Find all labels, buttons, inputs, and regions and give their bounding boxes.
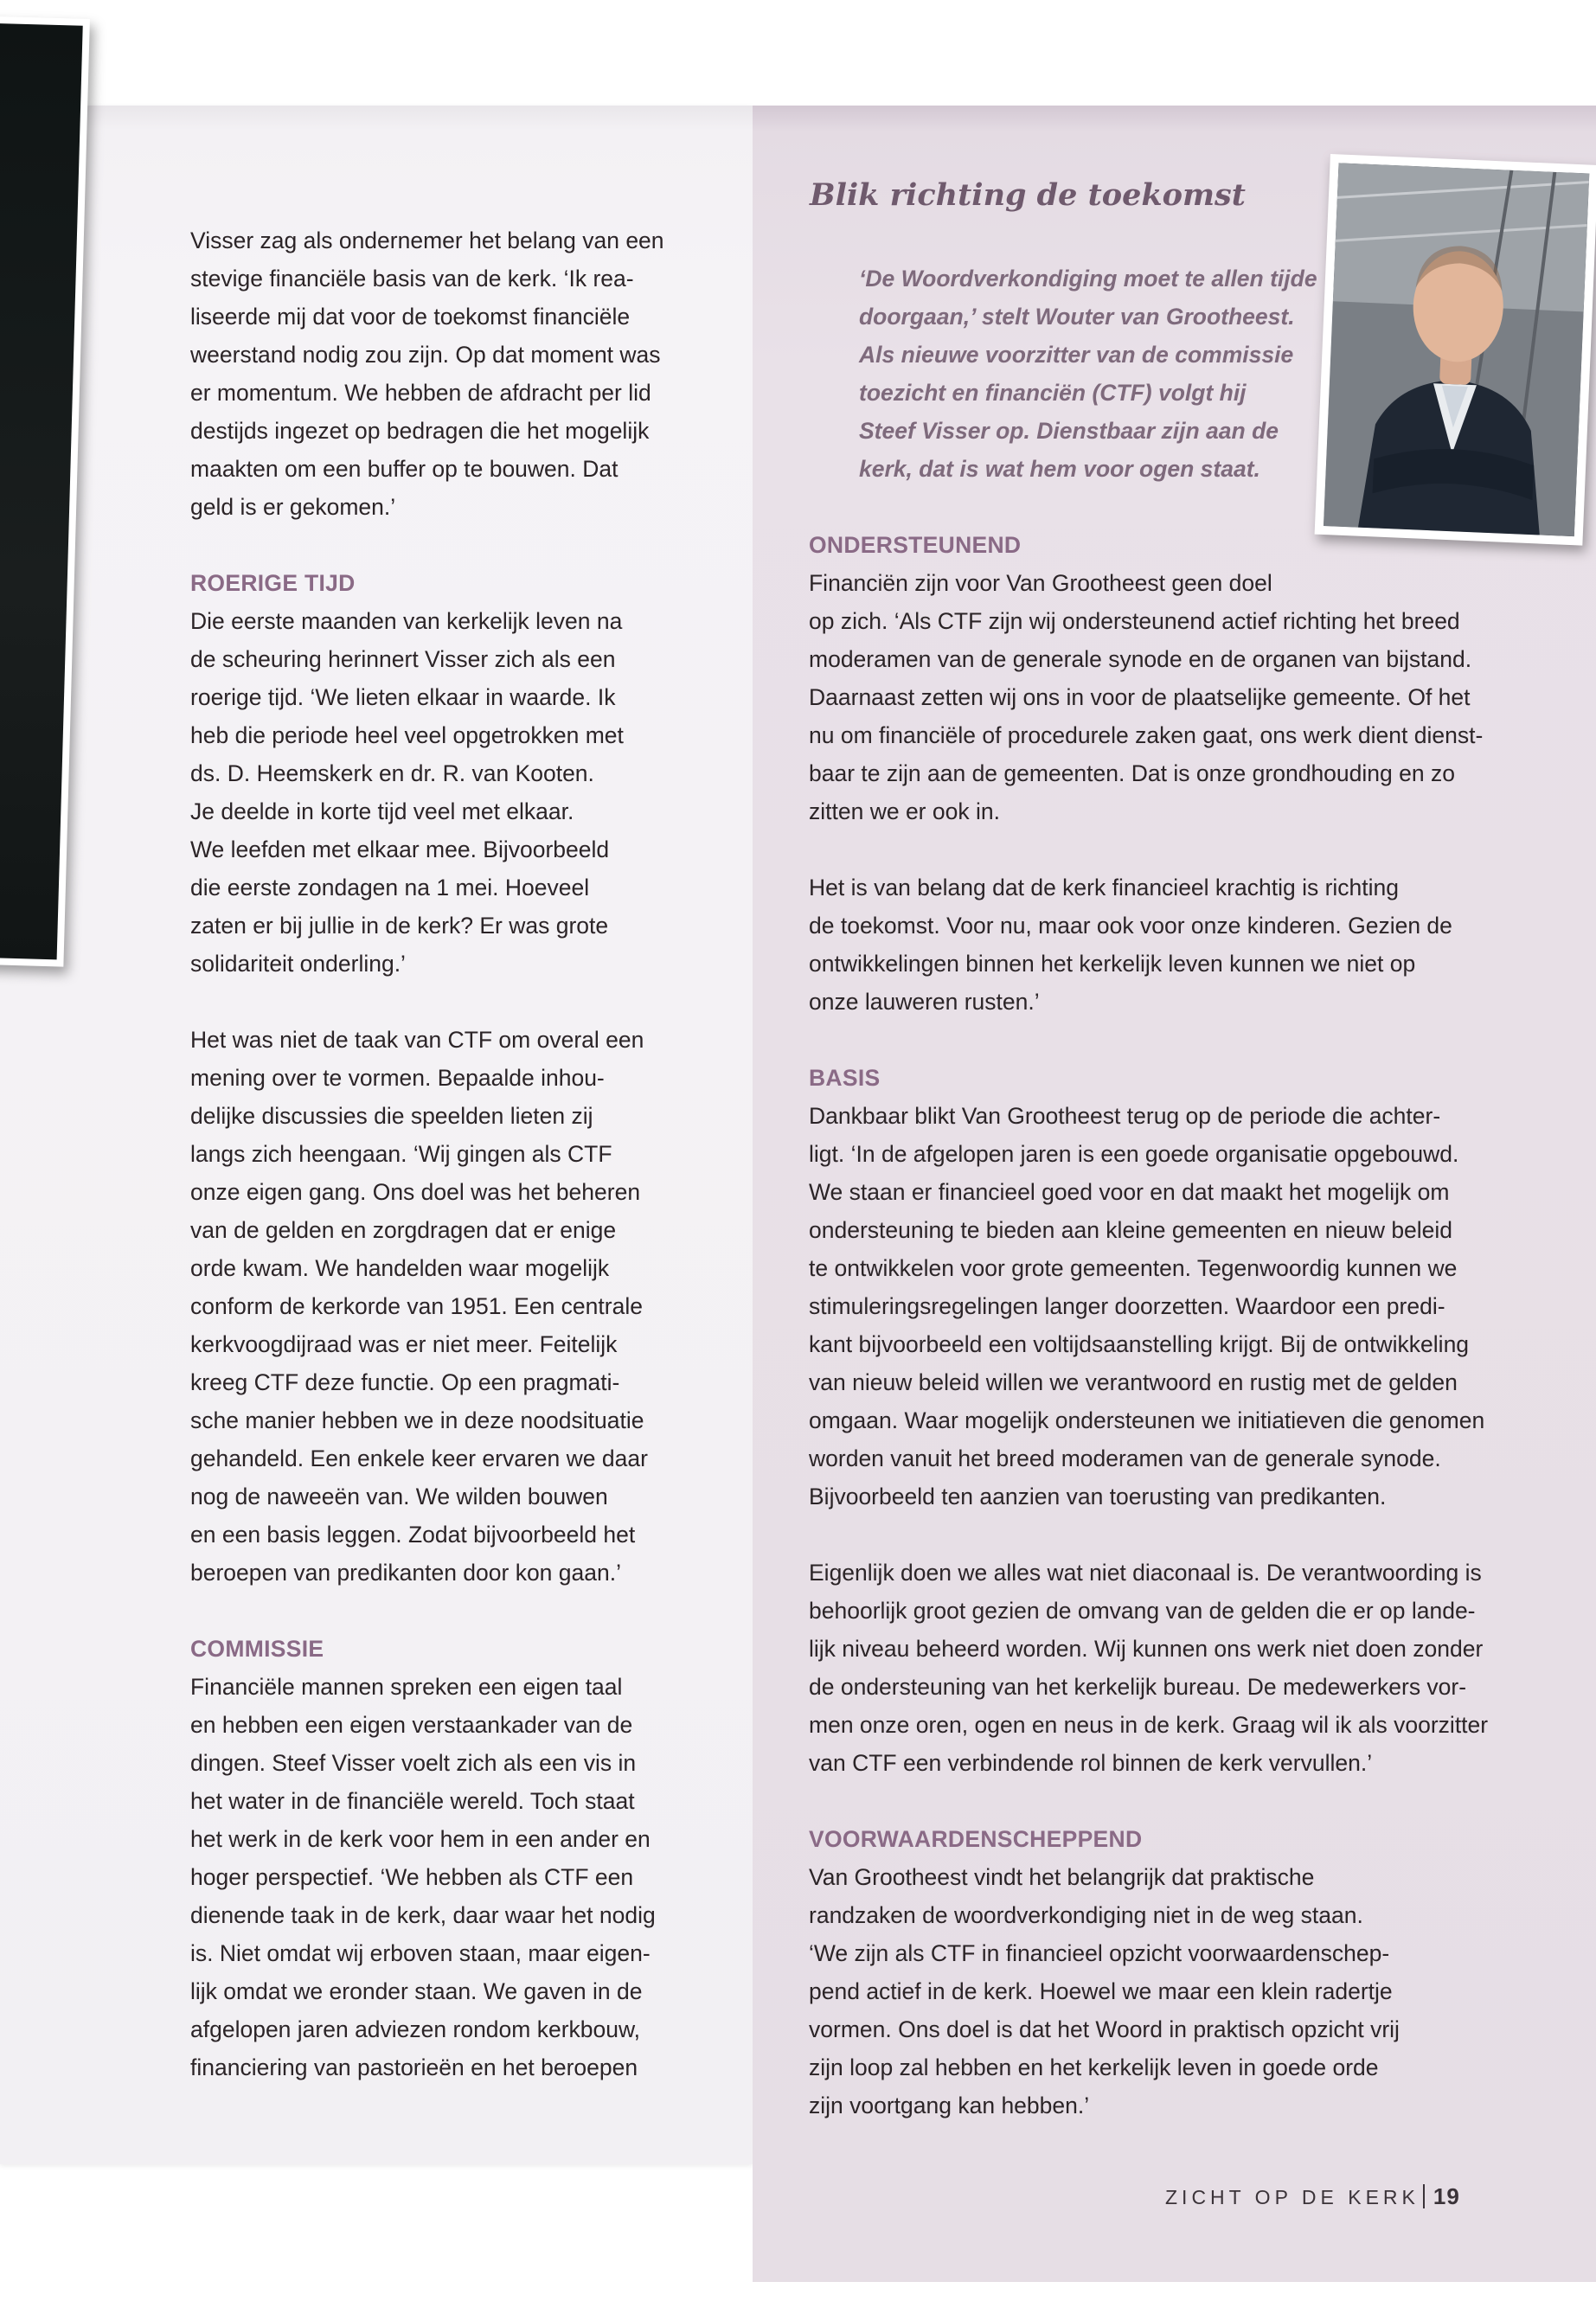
- text-line: is. Niet omdat wij erboven staan, maar eigen-: [190, 1940, 651, 1966]
- text-line: geld is er gekomen.’: [190, 494, 396, 520]
- text-line: er momentum. We hebben de afdracht per lid: [190, 380, 651, 406]
- text-line: Van Grootheest vindt het belangrijk dat praktische: [809, 1864, 1315, 1890]
- page-footer: [1165, 2183, 1460, 2210]
- text-line: onze lauweren rusten.’: [809, 989, 1040, 1015]
- text-line: Eigenlijk doen we alles wat niet diaconaal is. De verantwoording is: [809, 1560, 1482, 1586]
- left-column-text: [190, 221, 664, 2086]
- paragraph-left-3: [190, 1021, 664, 1592]
- text-line: roerige tijd. ‘We lieten elkaar in waarde. Ik: [190, 684, 616, 710]
- text-line: nog de naweeën van. We wilden bouwen: [190, 1484, 608, 1509]
- text-line: worden vanuit het breed moderamen van de generale synode.: [809, 1445, 1441, 1471]
- text-line: en een basis leggen. Zodat bijvoorbeeld het: [190, 1522, 636, 1548]
- text-line: solidariteit onderling.’: [190, 951, 406, 977]
- text-line: Het is van belang dat de kerk financieel krachtig is richting: [809, 875, 1399, 901]
- intro-title: Blik richting de toekomst: [810, 177, 1246, 213]
- heading-roerige-tijd: ROERIGE TIJD: [190, 570, 356, 596]
- text-line: zijn loop zal hebben en het kerkelijk leven in goede orde: [809, 2054, 1379, 2080]
- text-line: het werk in de kerk voor hem in een ander en: [190, 1826, 651, 1852]
- text-line: vormen. Ons doel is dat het Woord in praktisch opzicht vrij: [809, 2016, 1400, 2042]
- intro-line: Steef Visser op. Dienstbaar zijn aan de: [859, 418, 1279, 444]
- heading-basis: BASIS: [809, 1065, 881, 1091]
- text-line: gehandeld. Een enkele keer ervaren we daar: [190, 1445, 648, 1471]
- intro-line: Als nieuwe voorzitter van de commissie: [859, 342, 1294, 368]
- text-line: lijk niveau beheerd worden. Wij kunnen ons werk niet doen zonder: [809, 1636, 1484, 1662]
- text-line: financiering van pastorieën en het beroepen: [190, 2054, 638, 2080]
- text-line: stevige financiële basis van de kerk. ‘Ik rea-: [190, 266, 634, 292]
- text-line: Daarnaast zetten wij ons in voor de plaatselijke gemeente. Of het: [809, 684, 1471, 710]
- text-line: zaten er bij jullie in de kerk? Er was grote: [190, 913, 609, 939]
- text-line: dienende taak in de kerk, daar waar het nodig: [190, 1902, 656, 1928]
- paragraph-left-4: [190, 1668, 664, 2086]
- text-line: de toekomst. Voor nu, maar ook voor onze kinderen. Gezien de: [809, 913, 1452, 939]
- paragraph-right-3: [809, 1097, 1488, 1516]
- text-line: mening over te vormen. Bepaalde inhou-: [190, 1065, 605, 1091]
- paragraph-left-1: [190, 221, 664, 526]
- text-line: te ontwikkelen voor grote gemeenten. Tegenwoordig kunnen we: [809, 1255, 1458, 1281]
- intro-line: doorgaan,’ stelt Wouter van Grootheest.: [859, 304, 1295, 330]
- text-line: van de gelden en zorgdragen dat er enige: [190, 1217, 617, 1243]
- text-line: onze eigen gang. Ons doel was het beheren: [190, 1179, 641, 1205]
- text-line: op zich. ‘Als CTF zijn wij ondersteunend actief richting het breed: [809, 608, 1460, 634]
- text-line: kant bijvoorbeeld een voltijdsaanstelling krijgt. Bij de ontwikkeling: [809, 1331, 1470, 1357]
- magazine-name: ZICHT OP DE KERK: [1165, 2186, 1420, 2208]
- text-line: Dankbaar blikt Van Grootheest terug op de periode die achter-: [809, 1103, 1441, 1129]
- text-line: ligt. ‘In de afgelopen jaren is een goede organisatie opgebouwd.: [809, 1141, 1459, 1167]
- text-line: omgaan. Waar mogelijk ondersteunen we initiatieven die genomen: [809, 1407, 1485, 1433]
- text-line: moderamen van de generale synode en de organen van bijstand.: [809, 646, 1472, 672]
- intro-lead: [859, 260, 1317, 488]
- text-line: van CTF een verbindende rol binnen de kerk vervullen.’: [809, 1750, 1373, 1776]
- text-line: liseerde mij dat voor de toekomst financiële: [190, 304, 631, 330]
- text-line: conform de kerkorde van 1951. Een centrale: [190, 1293, 643, 1319]
- text-line: We staan er financieel goed voor en dat maakt het mogelijk om: [809, 1179, 1450, 1205]
- paragraph-right-5: [809, 1858, 1488, 2125]
- text-line: de scheuring herinnert Visser zich als een: [190, 646, 616, 672]
- text-line: Financiën zijn voor Van Grootheest geen doel: [809, 570, 1272, 596]
- text-line: ontwikkelingen binnen het kerkelijk leven kunnen we niet op: [809, 951, 1416, 977]
- text-line: ds. D. Heemskerk en dr. R. van Kooten.: [190, 760, 594, 786]
- page-number: 19: [1433, 2183, 1460, 2209]
- text-line: pend actief in de kerk. Hoewel we maar een klein radertje: [809, 1978, 1393, 2004]
- text-line: nu om financiële of procedurele zaken gaat, ons werk dient dienst-: [809, 722, 1484, 748]
- text-line: Het was niet de taak van CTF om overal een: [190, 1027, 644, 1053]
- text-line: We leefden met elkaar mee. Bijvoorbeeld: [190, 836, 610, 862]
- text-line: beroepen van predikanten door kon gaan.’: [190, 1560, 621, 1586]
- text-line: kerkvoogdijraad was er niet meer. Feitelijk: [190, 1331, 618, 1357]
- text-line: zijn voortgang kan hebben.’: [809, 2093, 1090, 2118]
- text-line: behoorlijk groot gezien de omvang van de gelden die er op lande-: [809, 1598, 1476, 1624]
- heading-ondersteunend: ONDERSTEUNEND: [809, 532, 1022, 558]
- text-line: heb die periode heel veel opgetrokken met: [190, 722, 624, 748]
- text-line: zitten we er ook in.: [809, 798, 1000, 824]
- intro-line: kerk, dat is wat hem voor ogen staat.: [859, 456, 1260, 482]
- footer-divider: [1423, 2184, 1425, 2208]
- paragraph-right-2: [809, 868, 1488, 1021]
- heading-commissie: COMMISSIE: [190, 1636, 324, 1662]
- intro-line: ‘De Woordverkondiging moet te allen tijde: [859, 266, 1317, 292]
- text-line: ‘We zijn als CTF in financieel opzicht voorwaardenschep-: [809, 1940, 1390, 1966]
- text-line: maakten om een buffer op te bouwen. Dat: [190, 456, 619, 482]
- text-line: destijds ingezet op bedragen die het mogelijk: [190, 418, 650, 444]
- text-line: Visser zag als ondernemer het belang van een: [190, 228, 664, 253]
- heading-voorwaardenscheppend: VOORWAARDENSCHEPPEND: [809, 1826, 1143, 1852]
- text-line: Financiële mannen spreken een eigen taal: [190, 1674, 623, 1700]
- text-line: afgelopen jaren adviezen rondom kerkbouw,: [190, 2016, 641, 2042]
- portrait-illustration: [1324, 163, 1589, 536]
- intro-line: toezicht en financiën (CTF) volgt hij: [859, 380, 1247, 406]
- text-line: kreeg CTF deze functie. Op een pragmati-: [190, 1369, 620, 1395]
- paragraph-right-1: [809, 564, 1488, 830]
- text-line: delijke discussies die speelden lieten zij: [190, 1103, 593, 1129]
- text-line: Die eerste maanden van kerkelijk leven na: [190, 608, 623, 634]
- text-line: lijk omdat we eronder staan. We gaven in de: [190, 1978, 643, 2004]
- text-line: orde kwam. We handelden waar mogelijk: [190, 1255, 610, 1281]
- text-line: randzaken de woordverkondiging niet in de weg staan.: [809, 1902, 1363, 1928]
- text-line: sche manier hebben we in deze noodsituatie: [190, 1407, 644, 1433]
- text-line: ondersteuning te bieden aan kleine gemeenten en nieuw beleid: [809, 1217, 1453, 1243]
- text-line: het water in de financiële wereld. Toch staat: [190, 1788, 635, 1814]
- text-line: dingen. Steef Visser voelt zich als een vis in: [190, 1750, 637, 1776]
- right-column-text: [809, 526, 1488, 2125]
- text-line: stimuleringsregelingen langer doorzetten. Waardoor een predi-: [809, 1293, 1445, 1319]
- paragraph-right-4: [809, 1554, 1488, 1782]
- text-line: langs zich heengaan. ‘Wij gingen als CTF: [190, 1141, 612, 1167]
- portrait-photo: [1315, 154, 1596, 546]
- text-line: men onze oren, ogen en neus in de kerk. Graag wil ik als voorzitter: [809, 1712, 1489, 1738]
- paragraph-left-2: [190, 602, 664, 983]
- text-line: en hebben een eigen verstaankader van de: [190, 1712, 633, 1738]
- text-line: van nieuw beleid willen we verantwoord en rustig met de gelden: [809, 1369, 1458, 1395]
- text-line: baar te zijn aan de gemeenten. Dat is onze grondhouding en zo: [809, 760, 1455, 786]
- text-line: weerstand nodig zou zijn. Op dat moment was: [190, 342, 661, 368]
- text-line: Bijvoorbeeld ten aanzien van toerusting van predikanten.: [809, 1484, 1387, 1509]
- text-line: Je deelde in korte tijd veel met elkaar.: [190, 798, 574, 824]
- text-line: die eerste zondagen na 1 mei. Hoeveel: [190, 875, 590, 901]
- text-line: hoger perspectief. ‘We hebben als CTF een: [190, 1864, 634, 1890]
- text-line: de ondersteuning van het kerkelijk bureau. De medewerkers vor-: [809, 1674, 1467, 1700]
